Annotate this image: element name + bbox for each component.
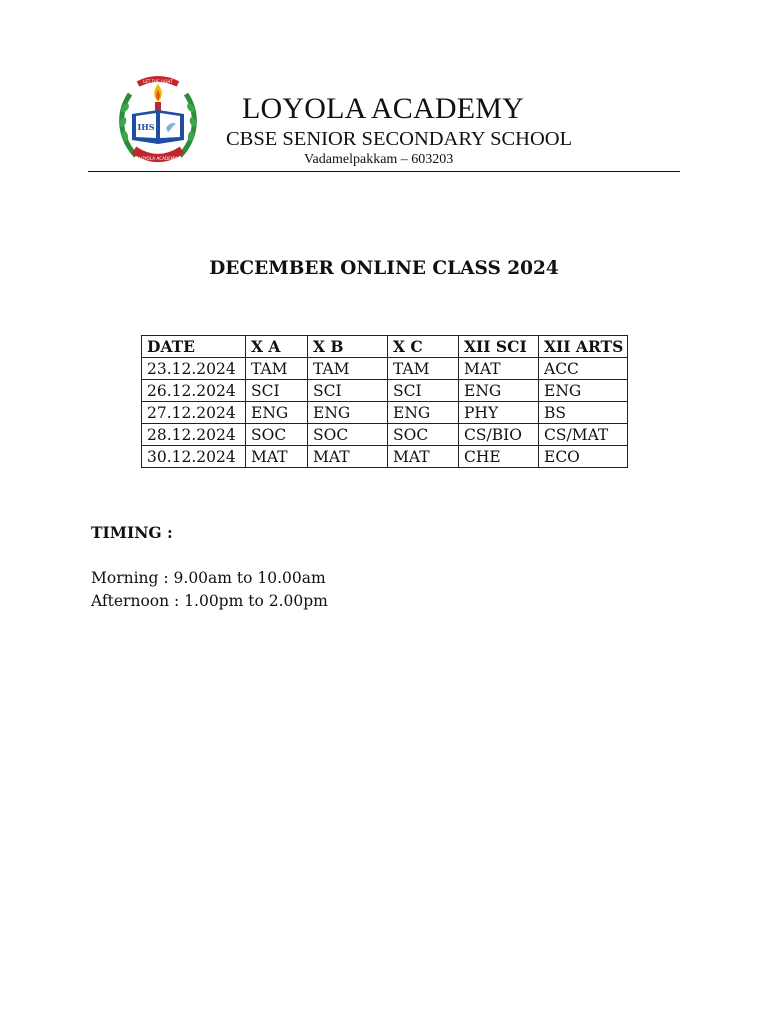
- subject-cell: SOC: [388, 424, 459, 446]
- subject-cell: CS/BIO: [459, 424, 539, 446]
- subject-cell: MAT: [388, 446, 459, 468]
- school-logo: [116, 74, 200, 168]
- table-row: [142, 358, 628, 380]
- afternoon-timing: Afternoon : 1.00pm to 2.00pm: [91, 592, 328, 610]
- subject-cell: CS/MAT: [539, 424, 628, 446]
- document-title: DECEMBER ONLINE CLASS 2024: [209, 258, 559, 279]
- table-row: [142, 402, 628, 424]
- subject-cell: MAT: [246, 446, 308, 468]
- subject-cell: ENG: [388, 402, 459, 424]
- subject-cell: ENG: [459, 380, 539, 402]
- timing-heading: TIMING :: [91, 523, 173, 542]
- subject-cell: ECO: [539, 446, 628, 468]
- subject-cell: PHY: [459, 402, 539, 424]
- table-row: [142, 380, 628, 402]
- column-header: X C: [388, 336, 459, 358]
- subject-cell: ENG: [246, 402, 308, 424]
- torch-icon: [154, 84, 162, 112]
- table-row: [142, 446, 628, 468]
- subject-cell: MAT: [308, 446, 388, 468]
- subject-cell: SCI: [388, 380, 459, 402]
- date-cell: 23.12.2024: [142, 358, 246, 380]
- date-cell: 28.12.2024: [142, 424, 246, 446]
- class-schedule-table: [141, 335, 628, 468]
- subject-cell: ENG: [308, 402, 388, 424]
- column-header: XII SCI: [459, 336, 539, 358]
- subject-cell: TAM: [246, 358, 308, 380]
- header-divider: [88, 171, 680, 172]
- subject-cell: SOC: [246, 424, 308, 446]
- subject-cell: TAM: [308, 358, 388, 380]
- subject-cell: MAT: [459, 358, 539, 380]
- morning-timing: Morning : 9.00am to 10.00am: [91, 569, 326, 587]
- logo-monogram: IHS: [137, 122, 155, 132]
- table-header-row: [142, 336, 628, 358]
- logo-bottom-text: LOYOLA ACADEMY: [138, 156, 178, 161]
- table-row: [142, 424, 628, 446]
- subject-cell: TAM: [388, 358, 459, 380]
- date-cell: 26.12.2024: [142, 380, 246, 402]
- date-cell: 27.12.2024: [142, 402, 246, 424]
- column-header: XII ARTS: [539, 336, 628, 358]
- school-address: Vadamelpakkam – 603203: [304, 152, 454, 167]
- column-header: X B: [308, 336, 388, 358]
- column-header: X A: [246, 336, 308, 358]
- subject-cell: ENG: [539, 380, 628, 402]
- subject-cell: SCI: [308, 380, 388, 402]
- school-name: LOYOLA ACADEMY: [242, 92, 524, 125]
- subject-cell: SOC: [308, 424, 388, 446]
- subject-cell: CHE: [459, 446, 539, 468]
- open-book-icon: [132, 110, 184, 144]
- subject-cell: ACC: [539, 358, 628, 380]
- logo-top-text: LET THE LIGHT: [143, 79, 173, 84]
- column-header: DATE: [142, 336, 246, 358]
- subject-cell: SCI: [246, 380, 308, 402]
- subject-cell: BS: [539, 402, 628, 424]
- date-cell: 30.12.2024: [142, 446, 246, 468]
- school-subtitle: CBSE SENIOR SECONDARY SCHOOL: [226, 128, 573, 150]
